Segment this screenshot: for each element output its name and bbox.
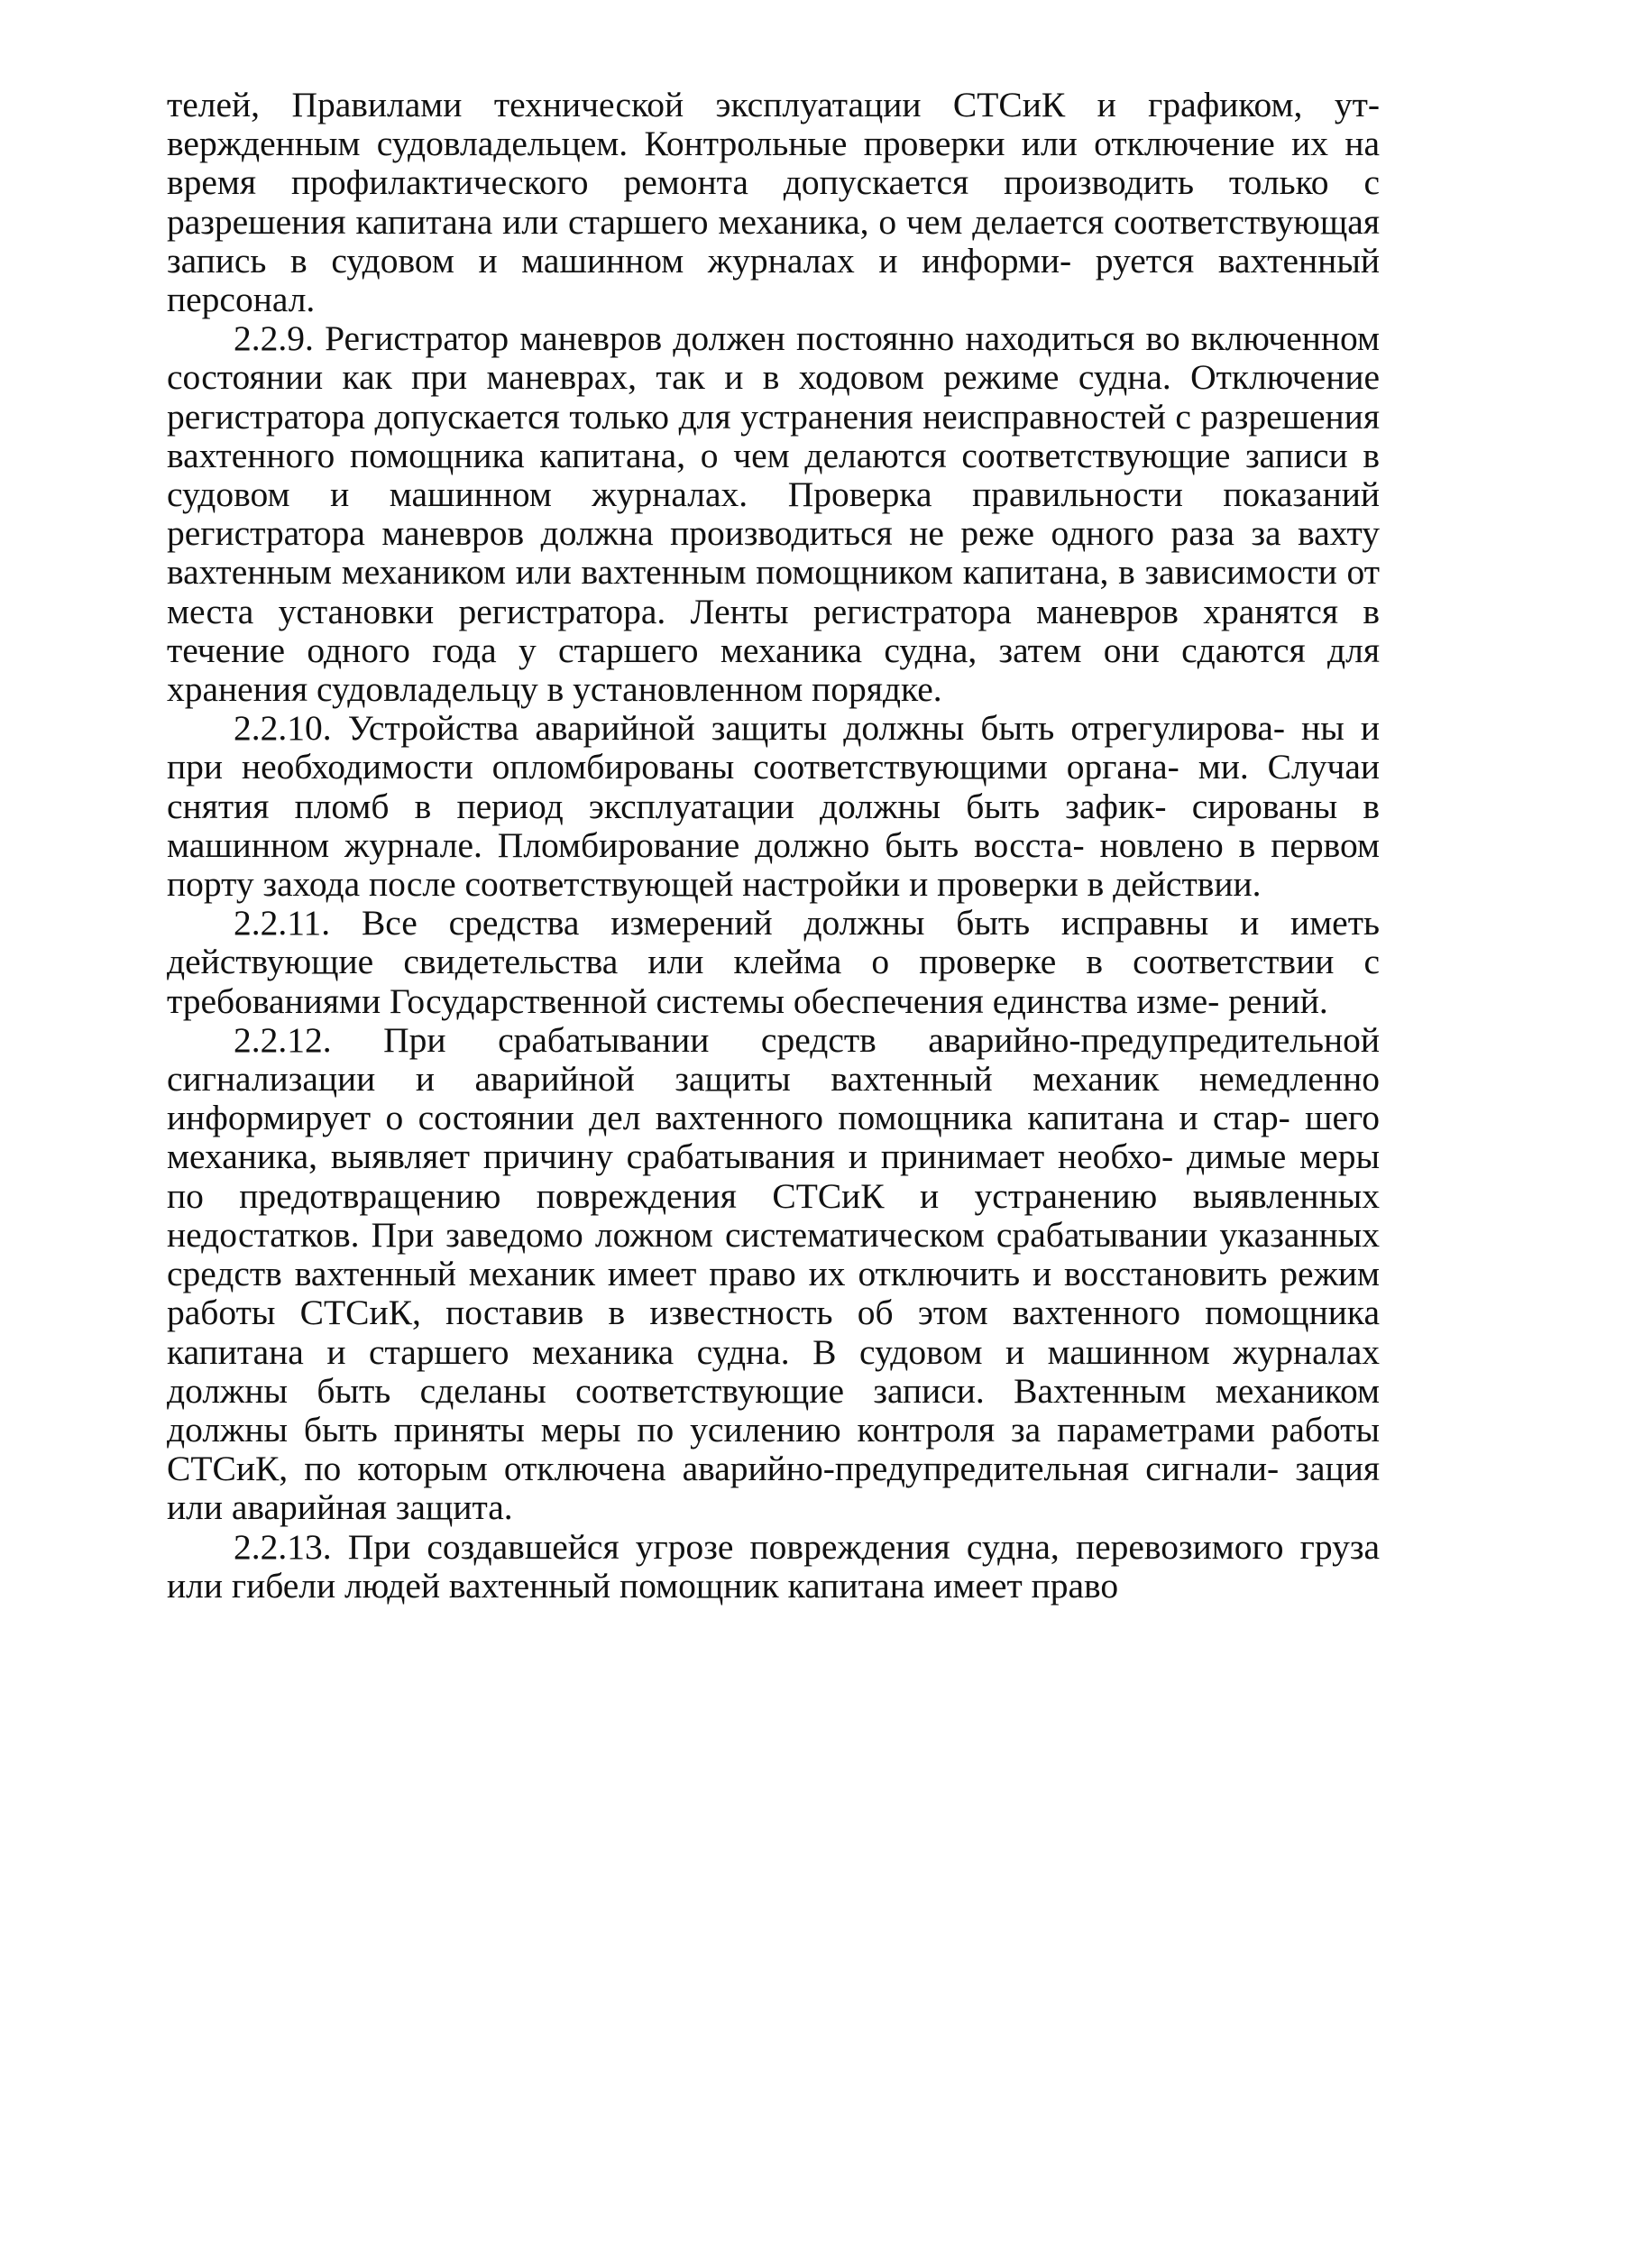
text-line: действующие свидетельства или клейма о проверке в соответствии с bbox=[167, 942, 1380, 982]
text-line: соответствующая запись в судовом и машинном журналах и информи- bbox=[167, 201, 1381, 281]
text-line: димые меры по предотвращению повреждения СТСиК и устранению bbox=[167, 1137, 1380, 1216]
text-line: производиться не реже одного раза за вахту вахтенным механиком или bbox=[167, 513, 1380, 593]
paragraph-2-2-11 bbox=[167, 904, 1380, 1021]
text-line: вахтенным помощником капитана, в зависимости от места установки bbox=[167, 552, 1380, 631]
text-line: сированы в машинном журнале. Пломбирование должно быть восста- bbox=[167, 786, 1381, 865]
text-line: СТСиК, по которым отключена аварийно-предупредительная сигнали- bbox=[167, 1449, 1280, 1489]
text-line: 2.2.11. Все средства измерений должны быть исправны и иметь bbox=[234, 903, 1380, 943]
text-line: 2.2.12. При срабатывании средств аварийно-предупредительной bbox=[234, 1019, 1380, 1060]
text-line: руется вахтенный персонал. bbox=[167, 240, 1380, 320]
text-line: требованиями Государственной системы обеспечения единства изме- bbox=[167, 980, 1220, 1021]
text-line: информирует о состоянии дел вахтенного помощника капитана и стар- bbox=[167, 1098, 1290, 1138]
paragraph-continuation bbox=[167, 86, 1380, 319]
text-line: выявленных недостатков. При заведомо ложном систематическом bbox=[167, 1175, 1380, 1255]
text-line: включенном состоянии как при маневрах, так и в ходовом режиме bbox=[167, 318, 1381, 398]
text-line: одного года у старшего механика судна, затем они сдаются для bbox=[307, 630, 1380, 670]
text-line: делаются соответствующие записи в судовом и машинном журналах. bbox=[167, 435, 1381, 515]
text-line: судна. Отключение регистратора допускается только для устранения bbox=[167, 357, 1381, 437]
text-line: неисправностей с разрешения вахтенного помощника капитана, о чем bbox=[167, 396, 1380, 475]
text-line: телей, Правилами технической эксплуатации СТСиК и графиком, ут- bbox=[167, 85, 1380, 124]
paragraph-2-2-9 bbox=[167, 319, 1380, 709]
text-line: Проверка правильности показаний регистратора маневров должна bbox=[167, 474, 1380, 554]
text-line: шего механика, выявляет причину срабатывания и принимает необхо- bbox=[167, 1098, 1381, 1177]
text-line: ми. Случаи снятия пломб в период эксплуатации должны быть зафик- bbox=[167, 747, 1380, 826]
paragraph-2-2-12 bbox=[167, 1021, 1380, 1528]
text-line: механика судна. В судовом и машинном журналах должны быть bbox=[167, 1331, 1380, 1411]
text-line: регистратора. Ленты регистратора маневров хранятся в течение bbox=[167, 591, 1381, 670]
paragraph-2-2-10 bbox=[167, 709, 1380, 904]
text-line: 2.2.10. Устройства аварийной защиты должны быть отрегулирова- bbox=[234, 708, 1286, 749]
text-line: вержденным судовладельцем. Контрольные проверки или отключение bbox=[167, 124, 1275, 164]
text-line: ны и при необходимости опломбированы соответствующими органа- bbox=[167, 708, 1381, 787]
text-line: зация или аварийная защита. bbox=[167, 1449, 1381, 1528]
text-line: их на время профилактического ремонта допускается производить bbox=[167, 124, 1381, 203]
text-line: рений. bbox=[1228, 980, 1328, 1021]
text-line: новлено в первом порту захода после соответствующей настройки и bbox=[167, 824, 1381, 905]
text-line: хранения судовладельцу в установленном порядке. bbox=[167, 669, 942, 710]
text-line: груза или гибели людей вахтенный помощник капитана имеет право bbox=[167, 1526, 1380, 1606]
paragraph-2-2-13 bbox=[167, 1528, 1380, 1606]
text-line: известность об этом вахтенного помощника капитана и старшего bbox=[167, 1293, 1381, 1372]
text-line: 2.2.13. При создавшейся угрозе повреждения судна, перевозимого bbox=[234, 1526, 1284, 1567]
text-line: 2.2.9. Регистратор маневров должен постоянно находиться во bbox=[234, 318, 1180, 359]
text-line: срабатывании указанных средств вахтенный механик имеет право их bbox=[167, 1214, 1380, 1294]
text-line: сделаны соответствующие записи. Вахтенным механиком должны bbox=[167, 1370, 1381, 1450]
text-line: только с разрешения капитана или старшего механика, о чем делается bbox=[167, 162, 1380, 242]
document-page bbox=[167, 86, 1380, 1606]
text-line: сигнализации и аварийной защиты вахтенный механик немедленно bbox=[167, 1059, 1380, 1100]
text-line: проверки в действии. bbox=[937, 864, 1262, 905]
text-line: быть приняты меры по усилению контроля за параметрами работы bbox=[303, 1409, 1381, 1450]
text-line: отключить и восстановить режим работы СТСиК, поставив в bbox=[167, 1254, 1381, 1333]
